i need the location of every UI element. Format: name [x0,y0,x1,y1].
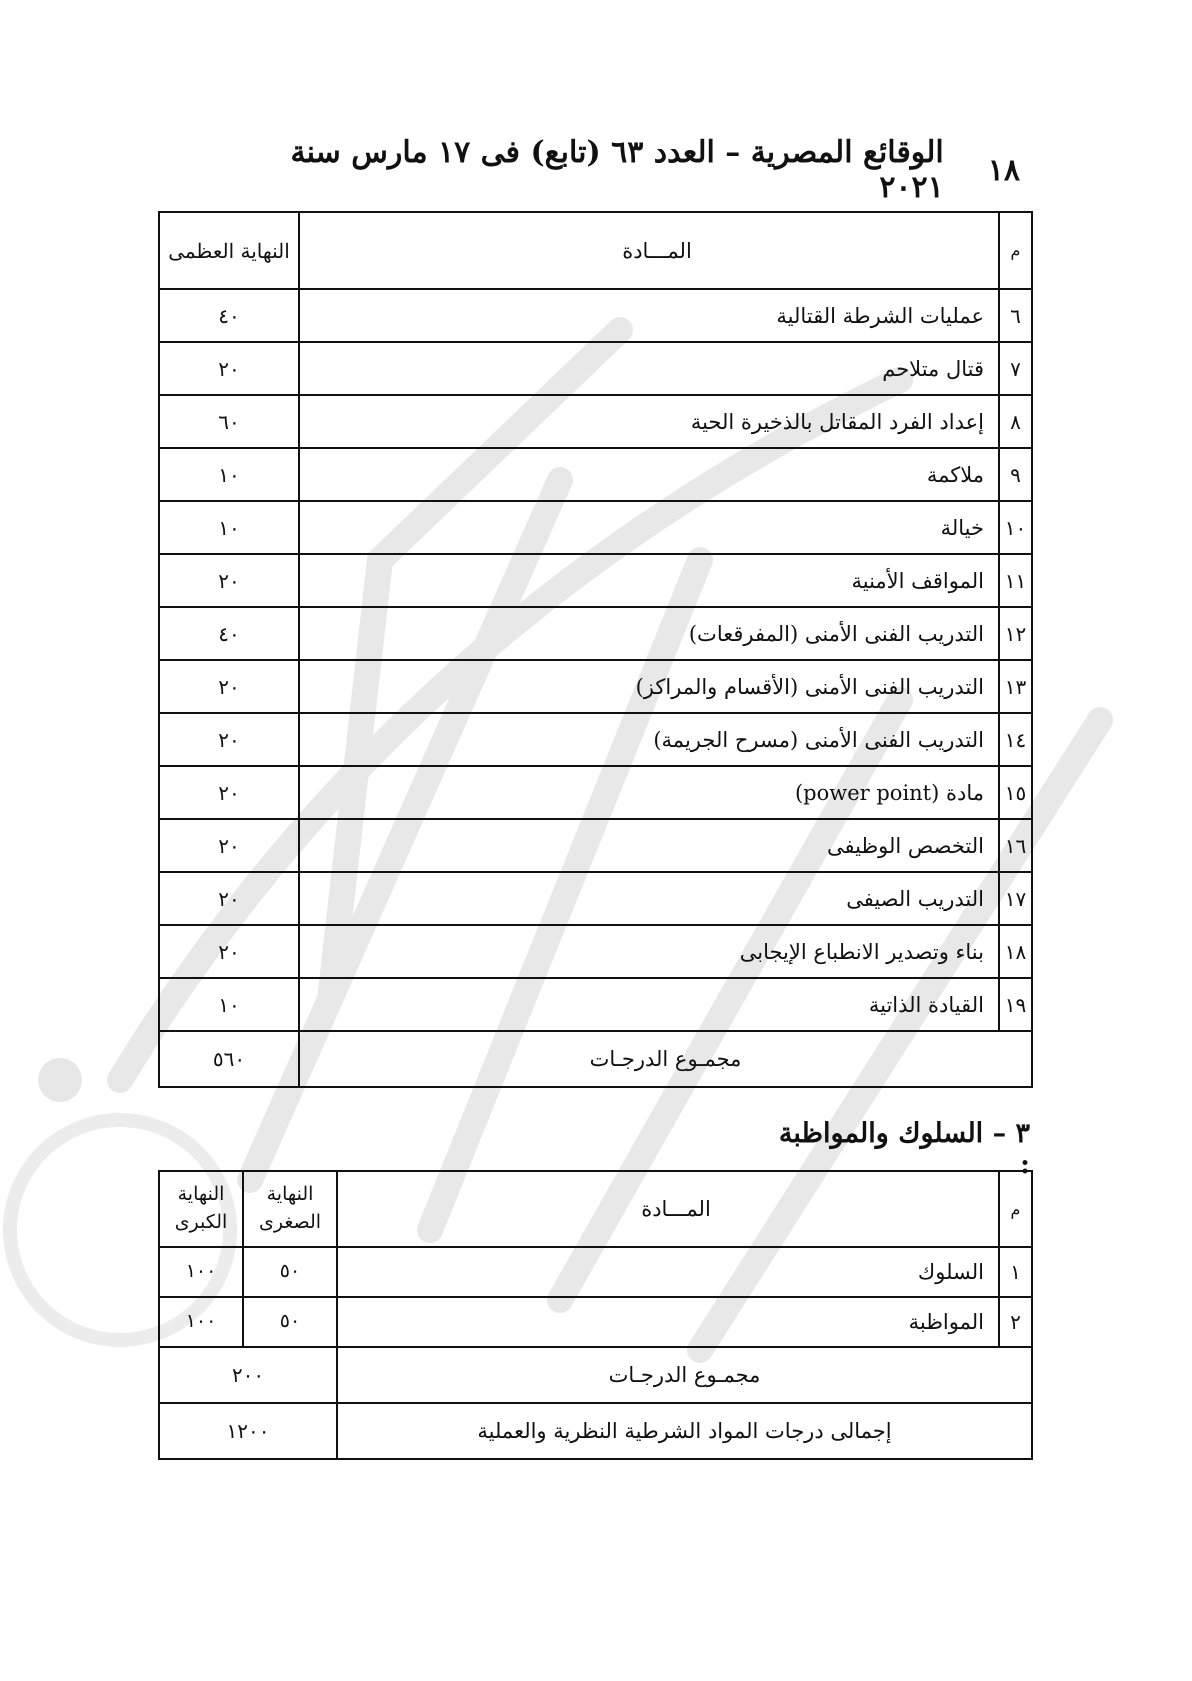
row-max-score: ٤٠ [159,289,299,342]
row-subject: التدريب الفنى الأمنى (مسرح الجريمة) [299,713,999,766]
row-subject: خيالة [299,501,999,554]
row-max-score: ٢٠ [159,872,299,925]
row-number: ١١ [999,554,1032,607]
page-number: ١٨ [987,152,1020,188]
row-max-score: ١٠٠ [159,1297,243,1347]
row-max-score: ١٠٠ [159,1247,243,1297]
col-header-subject: المـــادة [299,212,999,289]
row-number: ١٥ [999,766,1032,819]
row-number: ١٠ [999,501,1032,554]
table-header-row [159,1171,1032,1247]
row-subject: السلوك [337,1247,999,1297]
row-max-score: ٢٠ [159,554,299,607]
total-row [159,1031,1032,1087]
row-max-score: ٢٠ [159,819,299,872]
page-header [240,135,1020,205]
row-number: ١ [999,1247,1032,1297]
row-subject: التدريب الفنى الأمنى (الأقسام والمراكز) [299,660,999,713]
conduct-table [158,1170,1033,1460]
col-header-number: م [999,212,1032,289]
col-header-max: النهاية العظمى [159,212,299,289]
row-subject: المواقف الأمنية [299,554,999,607]
grand-total-row-label: إجمالى درجات المواد الشرطية النظرية والعملية [337,1403,1032,1459]
section-title: ٣ – السلوك والمواظبة : [778,1118,1030,1180]
row-max-score: ٤٠ [159,607,299,660]
row-max-score: ٢٠ [159,660,299,713]
row-max-score: ٢٠ [159,342,299,395]
table-row [159,395,1032,448]
col-header-min: النهاية الصغرى [243,1171,337,1247]
row-number: ١٣ [999,660,1032,713]
row-max-score: ١٠ [159,448,299,501]
row-number: ٨ [999,395,1032,448]
table-row [159,872,1032,925]
table-row [159,554,1032,607]
row-min-score: ٥٠ [243,1247,337,1297]
row-number: ١٧ [999,872,1032,925]
row-subject: بناء وتصدير الانطباع الإيجابى [299,925,999,978]
row-max-score: ٢٠ [159,925,299,978]
row-number: ١٨ [999,925,1032,978]
row-subject: عمليات الشرطة القتالية [299,289,999,342]
table-row [159,607,1032,660]
row-number: ٧ [999,342,1032,395]
row-max-score: ١٠ [159,978,299,1031]
table-row [159,766,1032,819]
row-number: ٦ [999,289,1032,342]
row-subject: قتال متلاحم [299,342,999,395]
col-header-max: النهاية الكبرى [159,1171,243,1247]
row-subject: مادة (power point) [299,766,999,819]
table-row [159,978,1032,1031]
gazette-title: الوقائع المصرية – العدد ٦٣ (تابع) فى ١٧ مارس سنة ٢٠٢١ [290,135,944,205]
total-row [159,1347,1032,1403]
row-subject: القيادة الذاتية [299,978,999,1031]
table-row [159,1247,1032,1297]
table-row [159,289,1032,342]
row-number: ٢ [999,1297,1032,1347]
row-max-score: ٢٠ [159,766,299,819]
row-subject: إعداد الفرد المقاتل بالذخيرة الحية [299,395,999,448]
row-subject: التخصص الوظيفى [299,819,999,872]
row-number: ٩ [999,448,1032,501]
table-row [159,1297,1032,1347]
col-header-subject: المـــادة [337,1171,999,1247]
table-row [159,501,1032,554]
row-max-score: ٢٠ [159,713,299,766]
row-subject: التدريب الفنى الأمنى (المفرقعات) [299,607,999,660]
row-subject: التدريب الصيفى [299,872,999,925]
row-number: ١٢ [999,607,1032,660]
row-number: ١٦ [999,819,1032,872]
col-header-number: م [999,1171,1032,1247]
row-max-score: ٦٠ [159,395,299,448]
grand-total-row-value: ١٢٠٠ [159,1403,337,1459]
table-row [159,448,1032,501]
row-min-score: ٥٠ [243,1297,337,1347]
grand-total-row [159,1403,1032,1459]
table-row [159,925,1032,978]
row-max-score: ١٠ [159,501,299,554]
total-value: ٥٦٠ [159,1031,299,1087]
row-number: ١٤ [999,713,1032,766]
table-row [159,819,1032,872]
table-row [159,713,1032,766]
table-header-row [159,212,1032,289]
table-row [159,342,1032,395]
row-number: ١٩ [999,978,1032,1031]
table-row [159,660,1032,713]
total-label: مجمـوع الدرجـات [299,1031,1032,1087]
row-subject: ملاكمة [299,448,999,501]
total-row-label: مجمـوع الدرجـات [337,1347,1032,1403]
subjects-table [158,211,1033,1088]
total-row-value: ٢٠٠ [159,1347,337,1403]
row-subject: المواظبة [337,1297,999,1347]
